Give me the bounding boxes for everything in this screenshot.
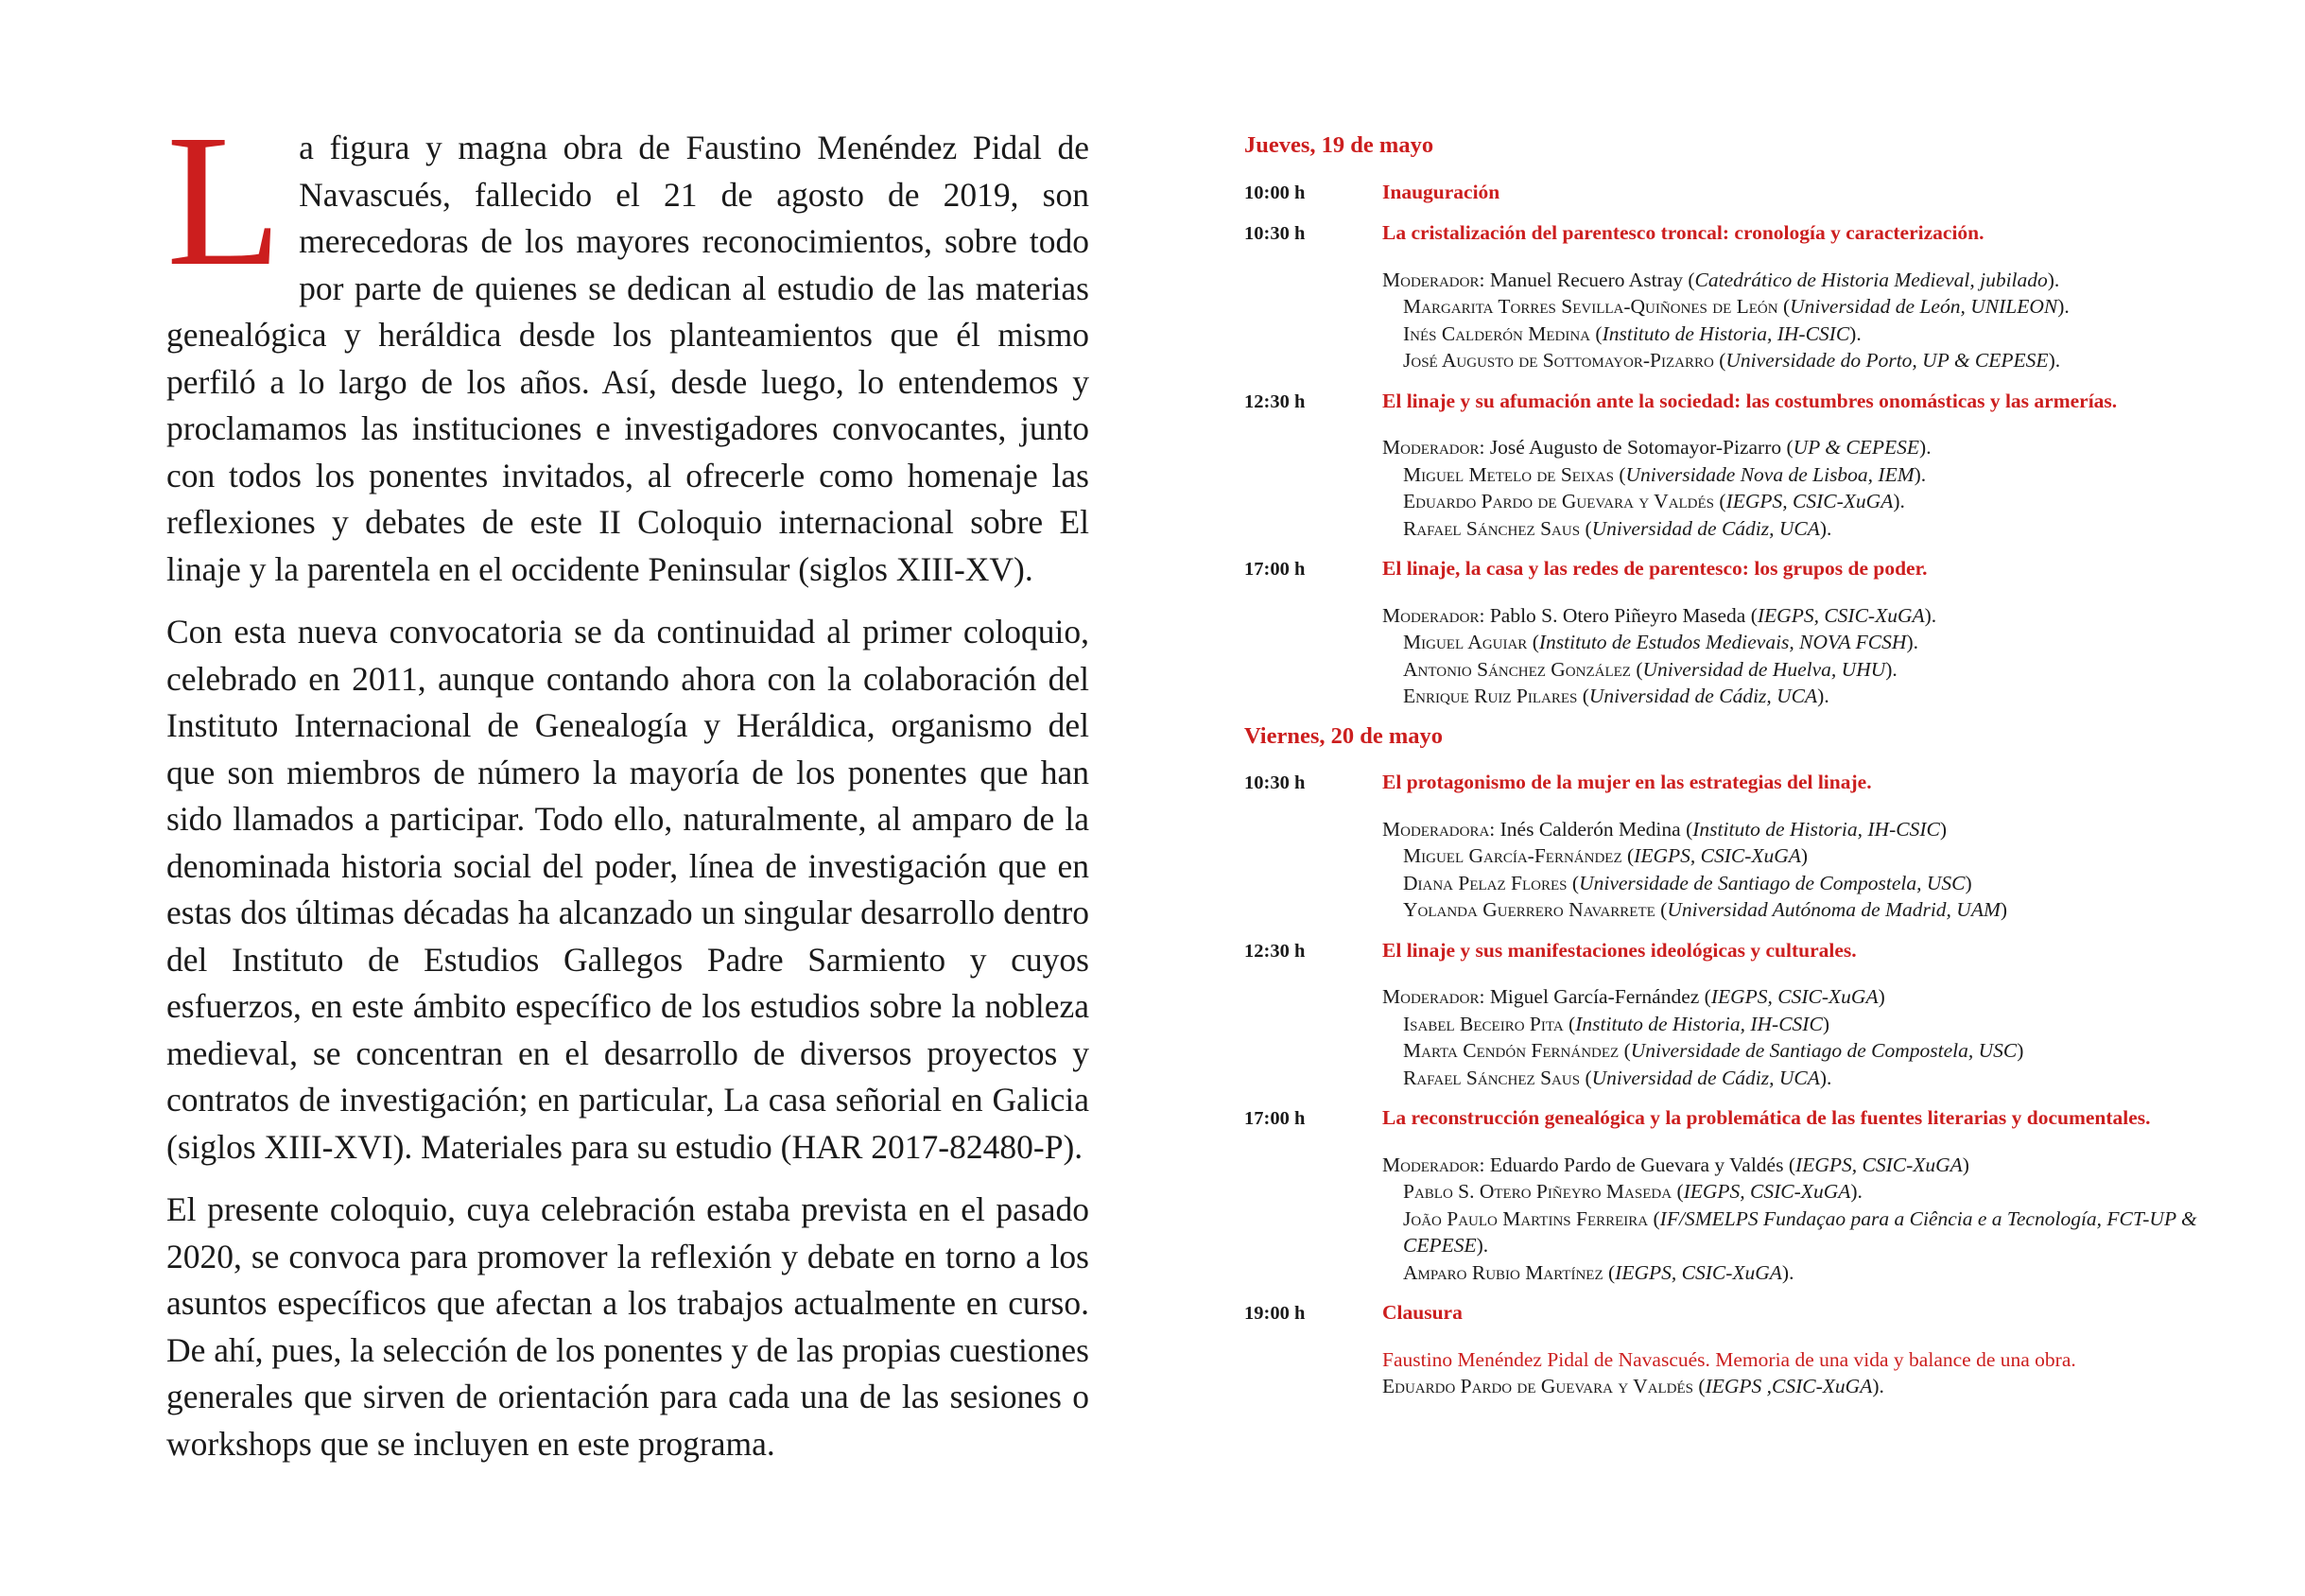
session	[1244, 937, 2227, 1092]
session	[1244, 388, 2227, 543]
moderator: Moderadora: Inés Calderón Medina (Instituto de Historia, IH-CSIC)	[1382, 817, 1948, 841]
session-time: 10:00 h	[1244, 182, 1306, 203]
speaker: Amparo Rubio Martínez (IEGPS, CSIC-XuGA).	[1403, 1260, 1794, 1284]
moderator: Moderador: Manuel Recuero Astray (Catedrático de Historia Medieval, jubilado).	[1382, 268, 2060, 291]
speaker: Eduardo Pardo de Guevara y Valdés (IEGPS ,CSIC-XuGA).	[1382, 1375, 1884, 1397]
session-title: El linaje y su afumación ante la sociedad: las costumbres onomásticas y las armerías.	[1382, 389, 2118, 412]
session-participants	[1382, 267, 2227, 374]
session-title: Inauguración	[1382, 180, 1500, 203]
session	[1244, 769, 2227, 924]
speaker: Yolanda Guerrero Navarrete (Universidad Autónoma de Madrid, UAM)	[1403, 898, 2008, 921]
session-time: 17:00 h	[1244, 559, 1306, 580]
moderator: Moderador: Pablo S. Otero Piñeyro Maseda (IEGPS, CSIC-XuGA).	[1382, 603, 1937, 627]
session-title: El protagonismo de la mujer en las estrategias del linaje.	[1382, 771, 1872, 793]
session-time: 10:30 h	[1244, 772, 1306, 793]
session-participants	[1382, 983, 2227, 1091]
speaker: José Augusto de Sottomayor-Pizarro (Universidade do Porto, UP & CEPESE).	[1403, 349, 2061, 372]
session-participants	[1382, 434, 2227, 542]
speaker: Miguel Aguiar (Instituto de Estudos Medievais, NOVA FCSH).	[1403, 631, 1918, 653]
drop-cap: L	[166, 96, 283, 305]
speaker: Miguel García-Fernández (IEGPS, CSIC-XuGA)	[1403, 844, 1809, 867]
intro-text	[166, 96, 1089, 1483]
session-title: La reconstrucción genealógica y la problemática de las fuentes literarias y documentales.	[1382, 1106, 2151, 1129]
speaker: Pablo S. Otero Piñeyro Maseda (IEGPS, CSIC-XuGA).	[1403, 1180, 1863, 1203]
session	[1244, 179, 2227, 207]
speaker: Diana Pelaz Flores (Universidade de Santiago de Compostela, USC)	[1403, 871, 1972, 894]
speaker: Antonio Sánchez González (Universidad de Huelva, UHU).	[1403, 657, 1898, 681]
session-title: Clausura	[1382, 1301, 1463, 1324]
speaker: Margarita Torres Sevilla-Quiñones de León (Universidad de León, UNILEON).	[1403, 295, 2070, 318]
intro-paragraph-1: La figura y magna obra de Faustino Menéndez Pidal de Navascués, fallecido el 21 de agosto de 2019, son merecedoras de los mayores reconocimientos, sobre todo por parte de quienes se dedican al estudio de las materias genealógica y heráldica desde los planteamientos que él mismo perfiló a lo largo de los años. Así, desde luego, lo entendemos y proclamamos las instituciones e investigadores convocantes, junto con todos los ponentes invitados, al ofrecerle como homenaje las reflexiones y debates de este II Coloquio internacional sobre El linaje y la parentela en el occidente Peninsular (siglos XIII-XV).	[166, 96, 1089, 588]
session	[1244, 219, 2227, 374]
session	[1244, 1104, 2227, 1286]
day-heading-thursday: Jueves, 19 de mayo	[1244, 132, 1434, 158]
speaker: Enrique Ruiz Pilares (Universidad de Cádiz, UCA).	[1403, 685, 1829, 707]
intro-paragraph-3: El presente coloquio, cuya celebración estaba prevista en el pasado 2020, se convoca para promover la reflexión y debate en torno a los asuntos específicos que afectan a los trabajos actualmente en curso. De ahí, pues, la selección de los ponentes y de las propias cuestiones generales que sirven de orientación para cada una de las sesiones o workshops que se incluyen en este programa.	[166, 1190, 1089, 1463]
session-time: 10:30 h	[1244, 223, 1306, 244]
session-participants	[1382, 602, 2227, 710]
speaker: Isabel Beceiro Pita (Instituto de Historia, IH-CSIC)	[1403, 1012, 1829, 1035]
speaker: Rafael Sánchez Saus (Universidad de Cádiz, UCA).	[1403, 516, 1832, 540]
day-heading-friday: Viernes, 20 de mayo	[1244, 722, 1444, 749]
intro-paragraph-2: Con esta nueva convocatoria se da continuidad al primer coloquio, celebrado en 2011, aunque contando ahora con la colaboración del Instituto Internacional de Genealogía y Heráldica, organismo del que son miembros de número la mayoría de los ponentes que han sido llamados a participar. Todo ello, naturalmente, al amparo de la denominada historia social del poder, línea de investigación que en estas dos últimas décadas ha alcanzado un singular desarrollo dentro del Instituto de Estudios Gallegos Padre Sarmiento y cuyos esfuerzos, en este ámbito específico de los estudios sobre la nobleza medieval, se concentran en el desarrollo de diversos proyectos y contratos de investigación; en particular, La casa señorial en Galicia (siglos XIII-XVI). Materiales para su estudio (HAR 2017-82480-P).	[166, 613, 1089, 1166]
closing-lecture-title: Faustino Menéndez Pidal de Navascués. Memoria de una vida y balance de una obra.	[1382, 1347, 2076, 1371]
speaker: Inés Calderón Medina (Instituto de Historia, IH-CSIC).	[1403, 321, 1862, 345]
moderator: Moderador: José Augusto de Sotomayor-Pizarro (UP & CEPESE).	[1382, 436, 1932, 459]
session-title: La cristalización del parentesco troncal: cronología y caracterización.	[1382, 221, 1984, 244]
session-title: El linaje y sus manifestaciones ideológicas y culturales.	[1382, 938, 1857, 962]
session-time: 19:00 h	[1244, 1303, 1306, 1324]
moderator: Moderador: Miguel García-Fernández (IEGPS, CSIC-XuGA)	[1382, 985, 1885, 1008]
session-time: 12:30 h	[1244, 940, 1306, 962]
session-participants	[1382, 1152, 2227, 1287]
speaker: Miguel Metelo de Seixas (Universidade Nova de Lisboa, IEM).	[1403, 462, 1927, 486]
session-time: 17:00 h	[1244, 1108, 1306, 1129]
session	[1244, 555, 2227, 710]
speaker: Marta Cendón Fernández (Universidade de Santiago de Compostela, USC)	[1403, 1039, 2024, 1062]
session-participants	[1382, 816, 2227, 924]
program	[1244, 132, 2227, 1414]
moderator: Moderador: Eduardo Pardo de Guevara y Valdés (IEGPS, CSIC-XuGA)	[1382, 1153, 1969, 1176]
session-title: El linaje, la casa y las redes de parentesco: los grupos de poder.	[1382, 557, 1928, 580]
speaker: Rafael Sánchez Saus (Universidad de Cádiz, UCA).	[1403, 1066, 1832, 1089]
session-time: 12:30 h	[1244, 390, 1306, 412]
session-participants	[1382, 1346, 2227, 1400]
session	[1244, 1299, 2227, 1400]
speaker: João Paulo Martins Ferreira (IF/SMELPS Fundaçao para a Ciência e a Tecnología, FCT-UP & CEPESE).	[1403, 1206, 2197, 1257]
speaker: Eduardo Pardo de Guevara y Valdés (IEGPS, CSIC-XuGA).	[1403, 490, 1905, 512]
